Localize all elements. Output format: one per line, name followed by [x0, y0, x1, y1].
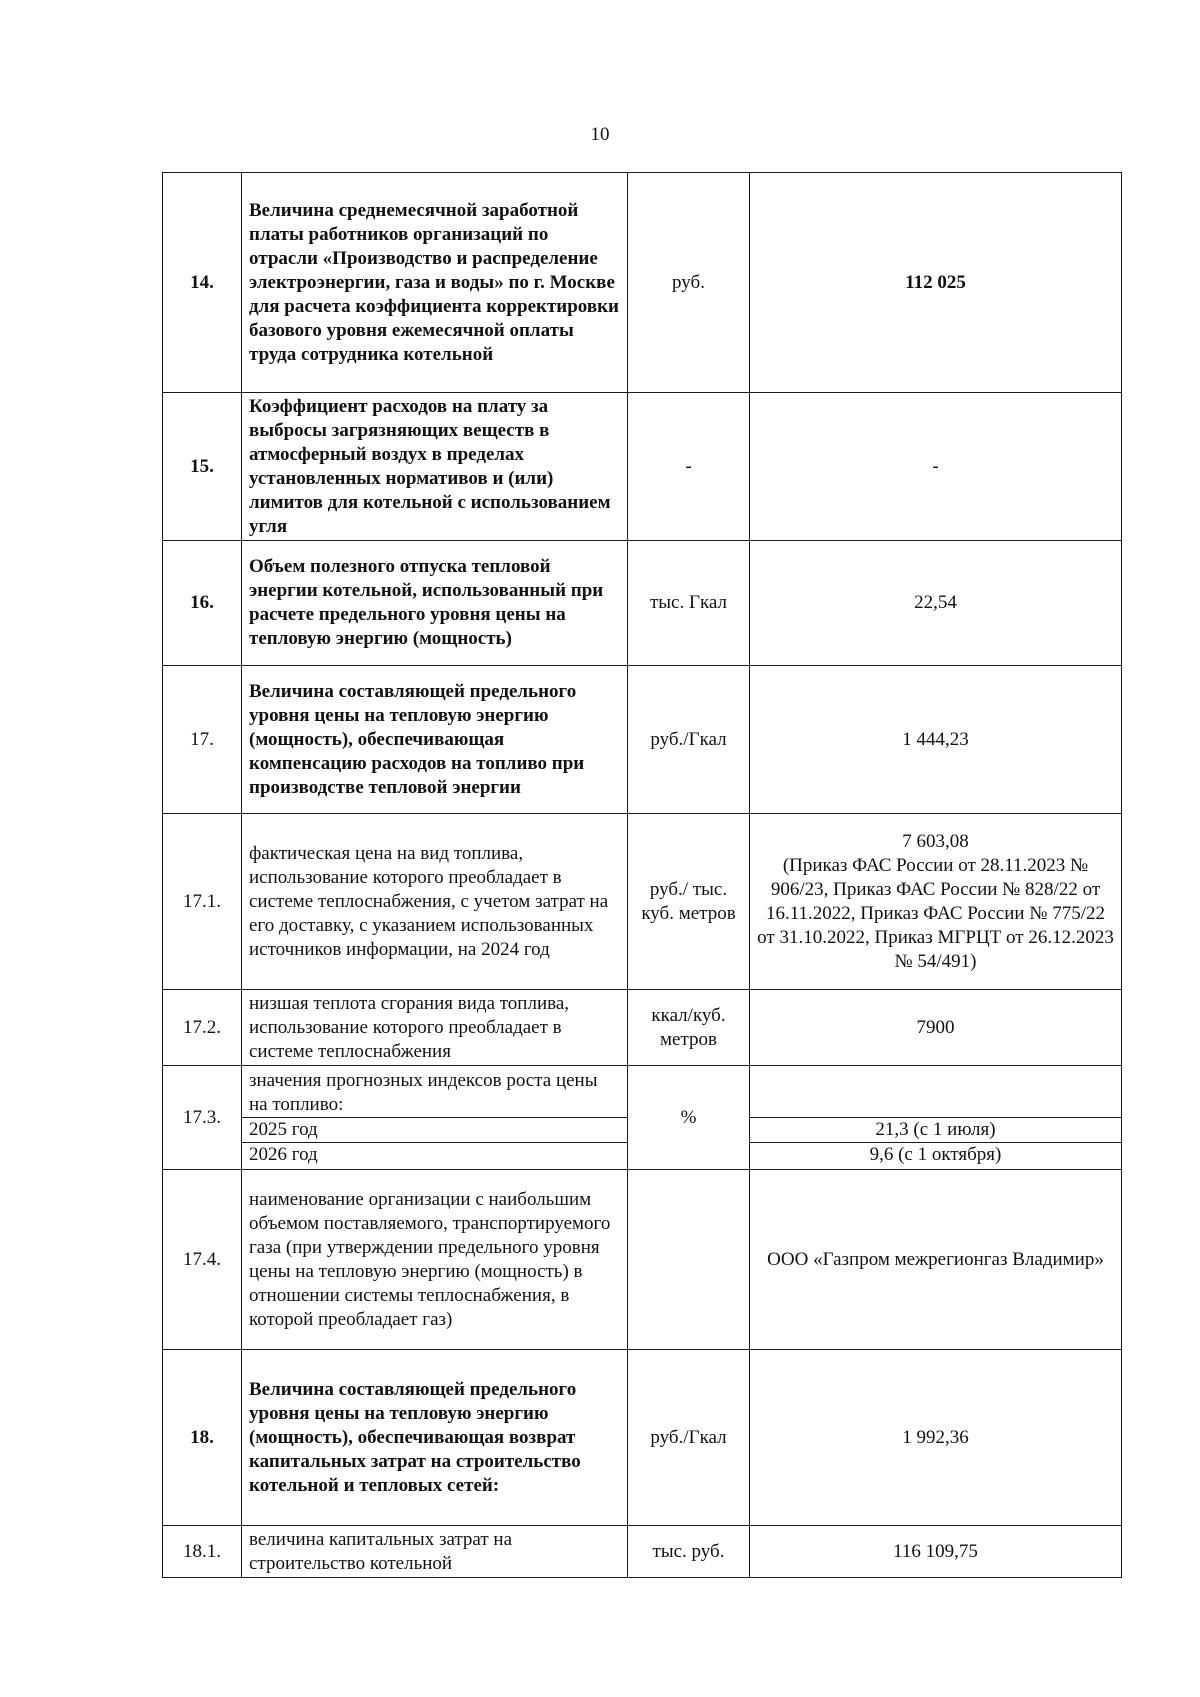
row-number: 17. — [163, 666, 242, 814]
value-source-note: (Приказ ФАС России от 28.11.2023 № 906/23, Приказ ФАС России № 828/22 от 16.11.2022, Приказ ФАС России № 775/22 от 31.10.2022, Приказ МГРЦТ от 26.12.2023 № 54/491) — [757, 854, 1114, 972]
forecast-value-2026: 9,6 (с 1 октября) — [750, 1142, 1121, 1167]
row-unit: руб. — [628, 173, 750, 393]
table-row — [163, 1350, 1122, 1526]
row-name: фактическая цена на вид топлива, использование которого преобладает в системе теплоснабжения, с учетом затрат на его доставку, с указанием использованных источников информации, на 2024 год — [242, 814, 628, 990]
row-name: величина капитальных затрат на строительство котельной — [242, 1526, 628, 1578]
row-name: Объем полезного отпуска тепловой энергии котельной, использованный при расчете предельного уровня цены на тепловую энергию (мощность) — [242, 541, 628, 666]
row-number: 15. — [163, 393, 242, 541]
row-number: 18.1. — [163, 1526, 242, 1578]
forecast-year-2025: 2025 год — [242, 1117, 627, 1142]
row-name — [242, 1066, 628, 1170]
row-unit: - — [628, 393, 750, 541]
row-number: 14. — [163, 173, 242, 393]
table-row — [163, 1526, 1122, 1578]
row-value: ООО «Газпром межрегионгаз Владимир» — [750, 1170, 1122, 1350]
row-unit: ккал/куб. метров — [628, 990, 750, 1066]
table-row — [163, 666, 1122, 814]
row-value: - — [750, 393, 1122, 541]
row-number: 16. — [163, 541, 242, 666]
row-name: Величина составляющей предельного уровня цены на тепловую энергию (мощность), обеспечивающая возврат капитальных затрат на строительство котельной и тепловых сетей: — [242, 1350, 628, 1526]
row-name: Величина составляющей предельного уровня цены на тепловую энергию (мощность), обеспечивающая компенсацию расходов на топливо при производстве тепловой энергии — [242, 666, 628, 814]
row-value — [750, 1066, 1122, 1170]
row-number: 17.2. — [163, 990, 242, 1066]
row-unit: % — [628, 1066, 750, 1170]
table-row — [163, 1170, 1122, 1350]
table-row — [163, 1066, 1122, 1170]
row-name: Коэффициент расходов на плату за выбросы загрязняющих веществ в атмосферный воздух в пределах установленных нормативов и (или) лимитов для котельной с использованием угля — [242, 393, 628, 541]
row-unit: руб./ тыс. куб. метров — [628, 814, 750, 990]
table-row — [163, 173, 1122, 393]
row-number: 17.4. — [163, 1170, 242, 1350]
tariff-parameters-table — [162, 172, 1122, 1578]
forecast-value-2025: 21,3 (с 1 июля) — [750, 1117, 1121, 1142]
row-number: 18. — [163, 1350, 242, 1526]
row-value: 22,54 — [750, 541, 1122, 666]
row-number: 17.1. — [163, 814, 242, 990]
table-row — [163, 990, 1122, 1066]
table-row — [163, 814, 1122, 990]
row-unit: руб./Гкал — [628, 1350, 750, 1526]
row-value: 1 444,23 — [750, 666, 1122, 814]
row-value — [750, 814, 1122, 990]
forecast-year-2026: 2026 год — [242, 1142, 627, 1167]
row-name: Величина среднемесячной заработной платы работников организаций по отрасли «Производство и распределение электроэнергии, газа и воды» по г. Москве для расчета коэффициента корректировки базового уровня ежемесячной оплаты труда сотрудника котельной — [242, 173, 628, 393]
table-row — [163, 393, 1122, 541]
value-main: 7 603,08 — [902, 830, 969, 852]
row-value: 7900 — [750, 990, 1122, 1066]
row-value: 112 025 — [750, 173, 1122, 393]
row-name: наименование организации с наибольшим объемом поставляемого, транспортируемого газа (при утверждении предельного уровня цены на тепловую энергию (мощность) в отношении системы теплоснабжения, в которой преобладает газ) — [242, 1170, 628, 1350]
row-unit — [628, 1170, 750, 1350]
row-number: 17.3. — [163, 1066, 242, 1170]
page-number: 10 — [590, 124, 610, 145]
table-row — [163, 541, 1122, 666]
forecast-heading: значения прогнозных индексов роста цены на топливо: — [249, 1069, 598, 1115]
row-unit: руб./Гкал — [628, 666, 750, 814]
row-value: 1 992,36 — [750, 1350, 1122, 1526]
row-unit: тыс. Гкал — [628, 541, 750, 666]
row-name: низшая теплота сгорания вида топлива, использование которого преобладает в системе теплоснабжения — [242, 990, 628, 1066]
row-value: 116 109,75 — [750, 1526, 1122, 1578]
row-unit: тыс. руб. — [628, 1526, 750, 1578]
